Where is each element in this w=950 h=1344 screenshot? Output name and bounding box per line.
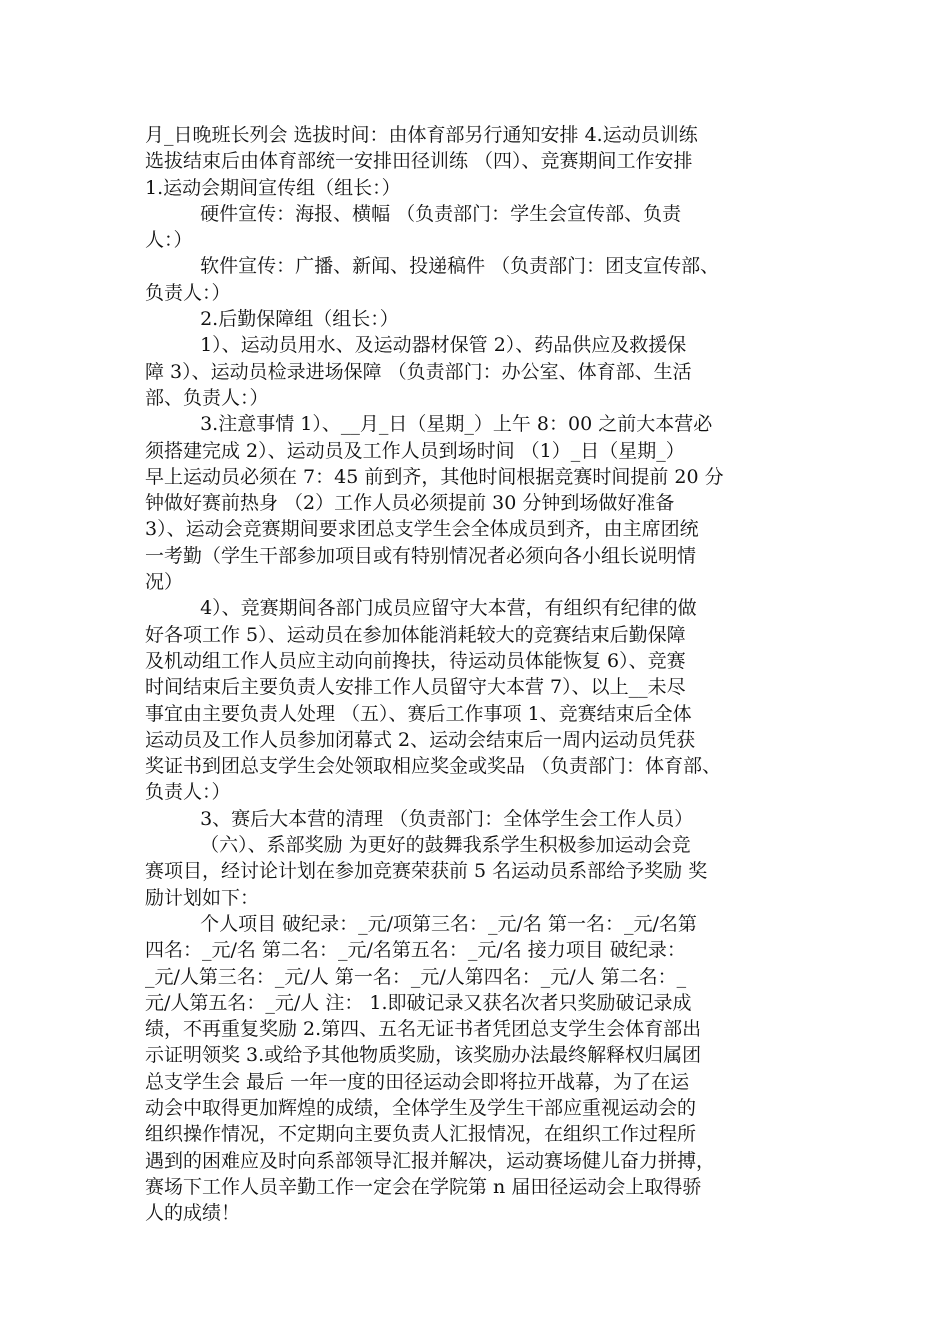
document-body <box>145 122 815 1226</box>
paragraph-selection-training: 月_日晚班长列会 选拔时间：由体育部另行通知安排 4.运动员训练 选拔结束后由体育部统一安排田径训练 （四）、竞赛期间工作安排 1.运动会期间宣传组（组长：） <box>145 124 698 199</box>
paragraph-software-publicity: 软件宣传：广播、新闻、投递稿件 （负责部门：团支宣传部、 负责人：） <box>145 255 720 304</box>
paragraph-logistics-duties: 1）、运动员用水、及运动器材保管 2）、药品供应及救援保 障 3）、运动员检录进场保障 （负责部门：办公室、体育部、生活 部、负责人：） <box>145 334 692 409</box>
paragraph-notes: 3.注意事情 1）、__月_日（星期_）上午 8：00 之前大本营必 须搭建完成 2）、运动员及工作人员到场时间 （1）_日（星期_） 早上运动员必须在 7：45 前到齐，其他时间根据竞赛时间提前 20 分 钟做好赛前热身 （2）工作人员必须提前 30 分钟到场做好准备 3）、运动会竞赛期间要求团总支学生会全体成员到齐，由主席团统 一考勤（学生干部参加项目或有特别情况者必须向各小组长说明情 况） <box>145 413 724 594</box>
paragraph-hardware-publicity: 硬件宣传：海报、横幅 （负责部门：学生会宣传部、负责 人：） <box>145 202 682 252</box>
paragraph-reward-plan: 个人项目 破纪录：_元/项第三名：_元/名 第一名：_元/名第 四名：_元/名 第二名：_元/名第五名：_元/名 接力项目 破纪录： _元/人第三名：_元/人 第一名：_元/人第四名：_元/人 第二名：_ 元/人第五名：_元/人 注： 1.即破记录又获名次者只奖励破记录成 绩，不再重复奖励 2.第四、五名无证书者凭团总支学生会体育部出 示证明领奖 3.或给予其他物质奖励，该奖励办法最终解释权归属团 总支学生会 最后 一年一度的田径运动会即将拉开战幕，为了在运 动会中取得更加辉煌的成绩，全体学生及学生干部应重视运动会的 组织操作情况，不定期向主要负责人汇报情况，在组织工作过程所 遇到的困难应及时向系部领导汇报并解决，运动赛场健儿奋力拼搏， 赛场下工作人员辛勤工作一定会在学院第 n 届田径运动会上取得骄 人的成绩！ <box>145 912 716 1225</box>
paragraph-competition-duties: 4）、竞赛期间各部门成员应留守大本营，有组织有纪律的做 好各项工作 5）、运动员在参加体能消耗较大的竞赛结束后勤保障 及机动组工作人员应主动向前搀扶，待运动员体能恢复 6）、竞赛 时间结束后主要负责人安排工作人员留守大本营 7）、以上__未尽 事宜由主要负责人处理 （五）、赛后工作事项 1、竞赛结束后全体 运动员及工作人员参加闭幕式 2、运动会结束后一周内运动员凭获 奖证书到团总支学生会处领取相应奖金或奖品 （负责部门：体育部、 负责人：） <box>145 597 722 804</box>
paragraph-logistics-group: 2.后勤保障组（组长：） <box>200 308 399 331</box>
paragraph-cleanup: 3、赛后大本营的清理 （负责部门：全体学生会工作人员） <box>200 807 694 830</box>
paragraph-department-rewards: （六）、系部奖励 为更好的鼓舞我系学生积极参加运动会竞 赛项目，经讨论计划在参加竞赛荣获前 5 名运动员系部给予奖励 奖 励计划如下： <box>145 834 708 909</box>
